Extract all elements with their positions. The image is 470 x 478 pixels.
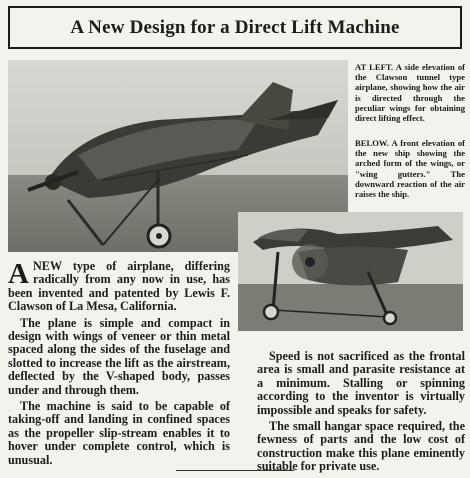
article-title: A New Design for a Direct Lift Machine [70,16,400,38]
paragraph-5: The small hangar space required, the fewness of parts and the low cost of construction make this plane eminently suitable for private use. [257,419,465,474]
paragraph-2: The plane is simple and compact in design with wings of veneer or thin metal spaced along the sides of the fuselage and slotted to increase the lift as the airstream, deflected by the V-shaped body, passes under and through them. [8,315,230,397]
caption-side-elevation: AT LEFT. A side elevation of the Clawson tunnel type airplane, showing how the air is directed through the peculiar wings for obtaining direct lifting effect. [355,62,465,124]
bottom-rule [176,470,294,471]
article-column-left [8,260,230,470]
front-elevation-photo [238,212,463,331]
paragraph-1 [8,260,230,314]
caption-front-elevation: BELOW. A front elevation of the new ship showing the arched form of the wings, or "wing gutters." The downward reaction of the air raises the ship. [355,138,465,200]
title-box [8,6,462,49]
article-column-right [257,350,465,477]
paragraph-3: The machine is said to be capable of taking-off and landing in confined spaces as the propeller slip-stream enables it to hover under complete control, which is unusual. [8,399,230,467]
paragraph-4: Speed is not sacrificed as the frontal area is small and parasite resistance at a minimum. Stalling or spinning according to the inventor is virtually impossible and speaks for safety. [257,349,465,417]
drop-cap: A [8,258,29,290]
paragraph-1-text: NEW type of airplane, differing radically from any now in use, has been invented and patented by Lewis F. Clawson of La Mesa, California. [8,259,230,314]
